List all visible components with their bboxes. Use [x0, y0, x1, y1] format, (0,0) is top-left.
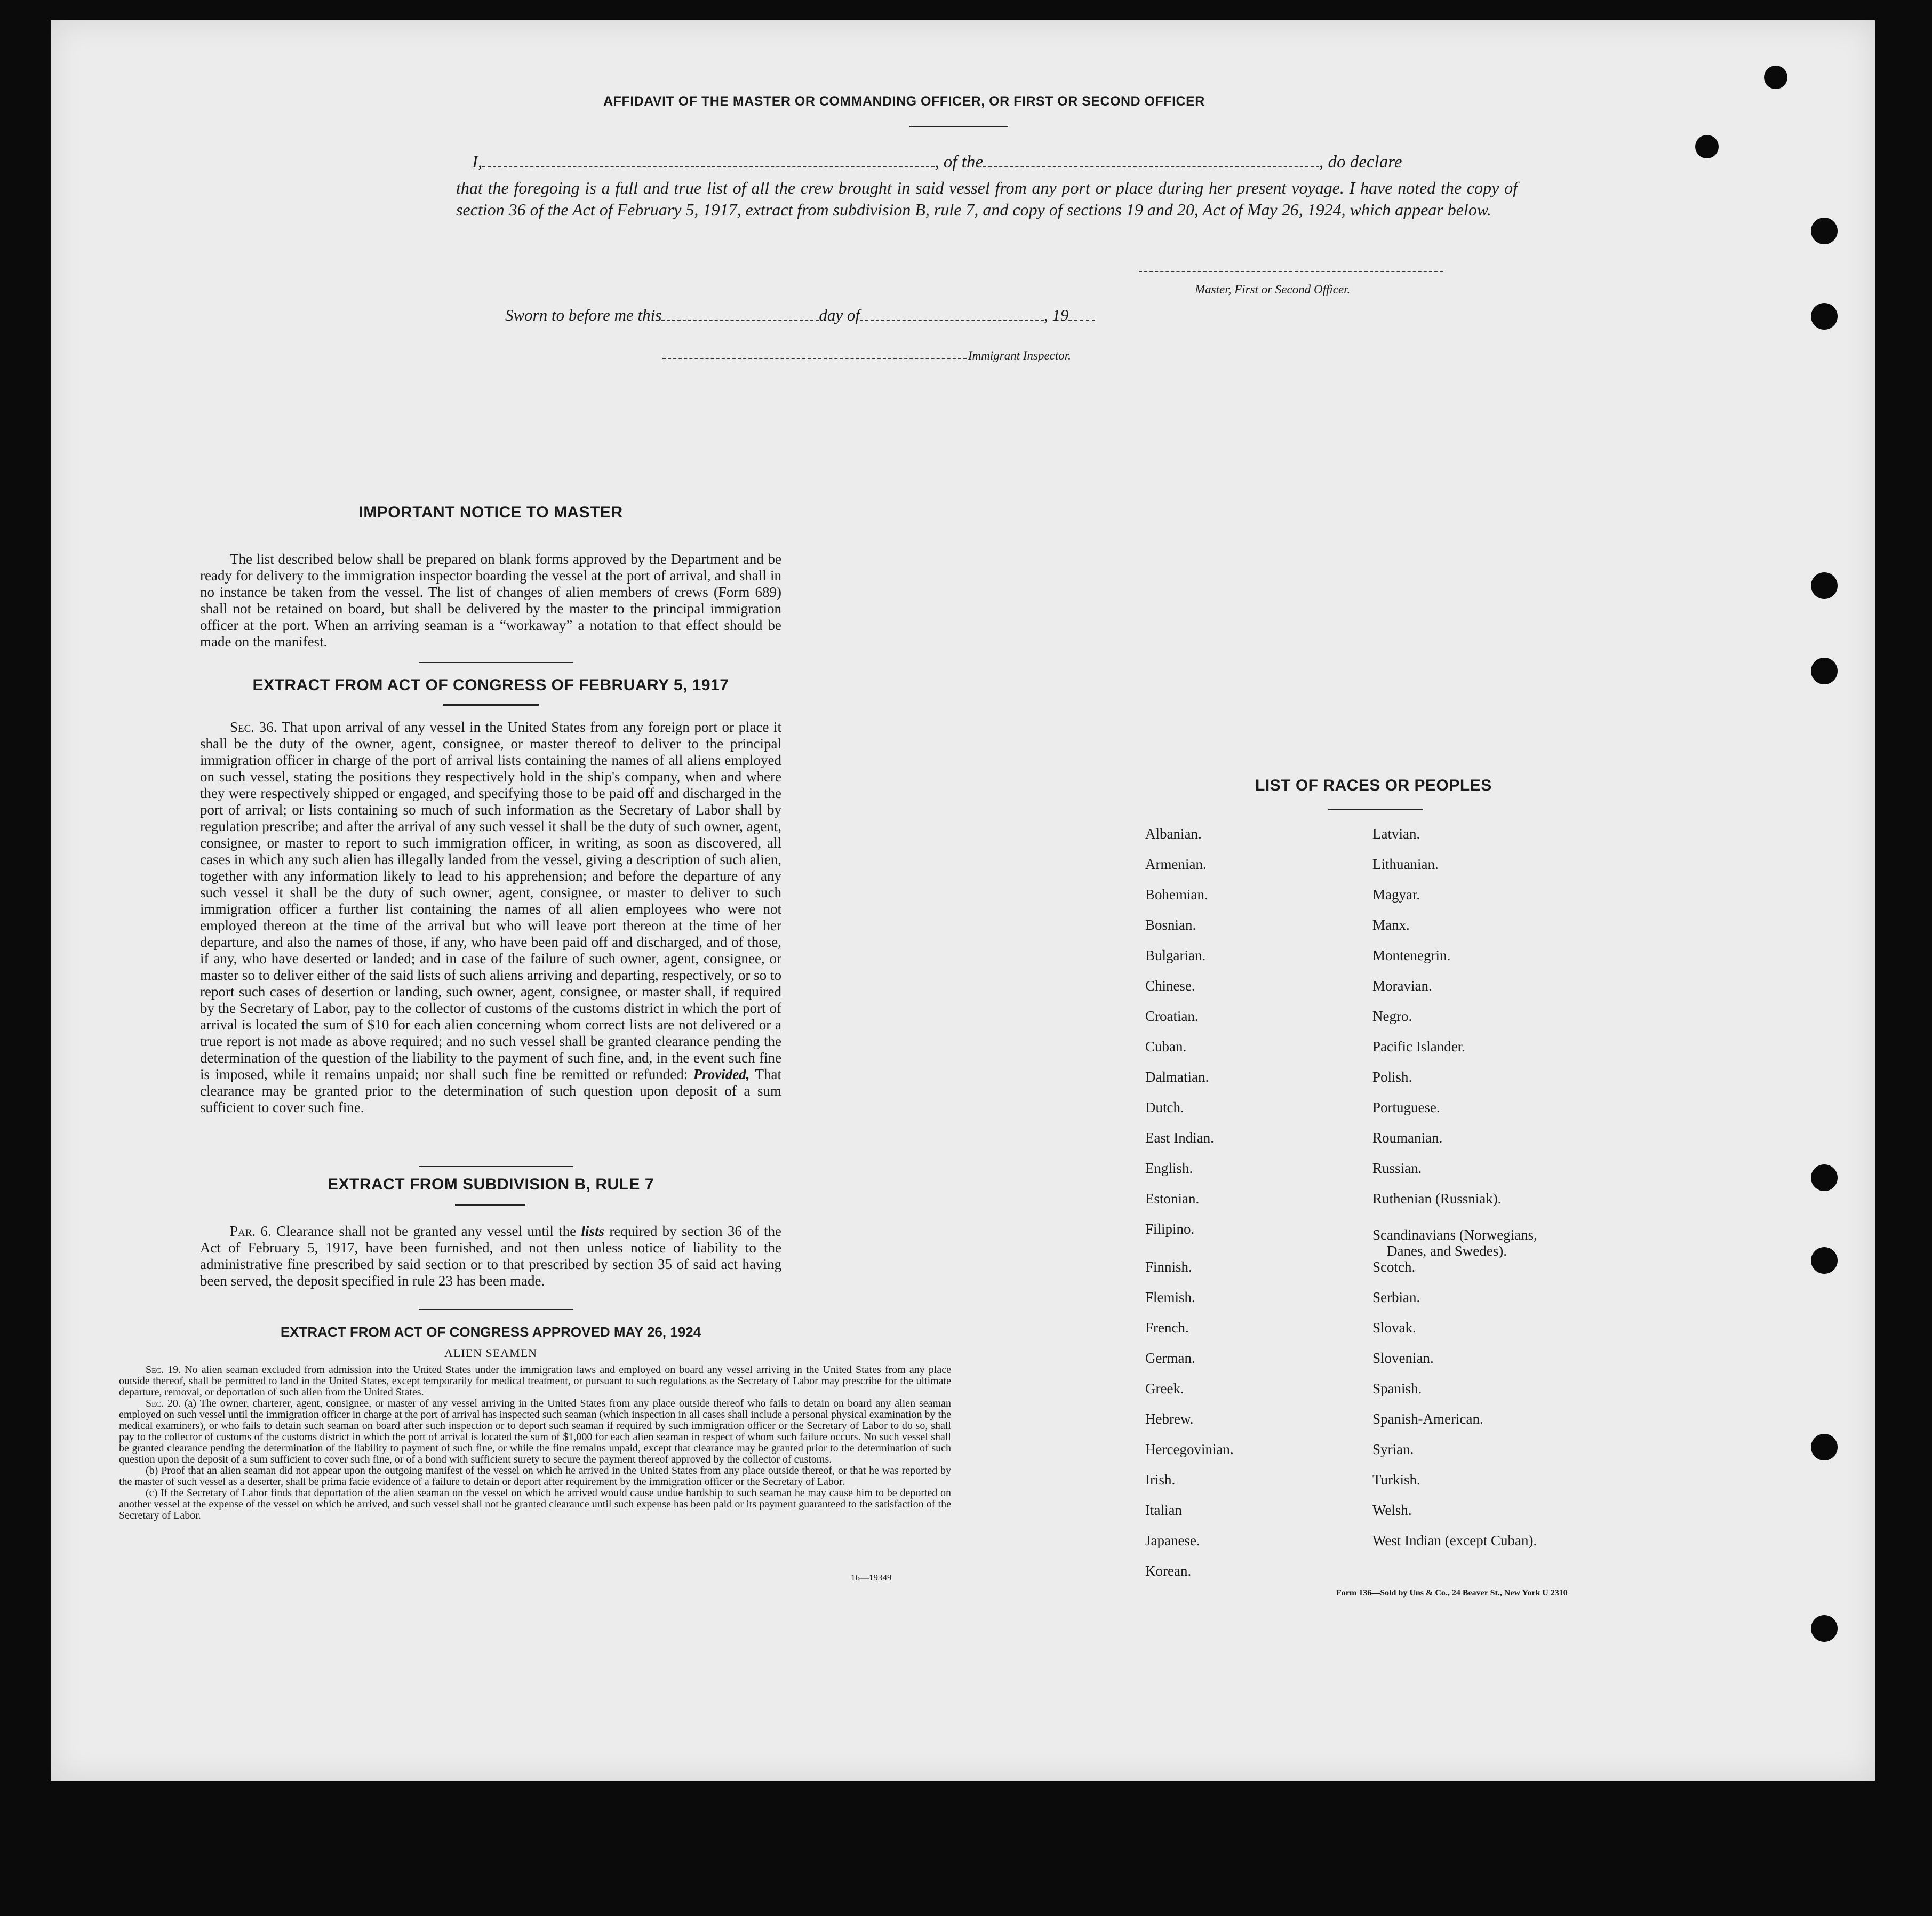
affidavit-title: AFFIDAVIT OF THE MASTER OR COMMANDING OFFICER, OR FIRST OR SECOND OFFICER [603, 94, 1205, 109]
race-item: Montenegrin. [1372, 947, 1451, 963]
race-item: Russian. [1372, 1160, 1422, 1176]
race-item: Filipino. [1145, 1221, 1195, 1237]
proviso-word: Provided, [693, 1066, 750, 1082]
extract-rule7-body [200, 1223, 781, 1289]
print-code: 16—19349 [851, 1572, 892, 1583]
punch-hole [1811, 1434, 1838, 1460]
race-item: Polish. [1372, 1069, 1412, 1085]
divider [419, 1309, 573, 1310]
race-item: Greek. [1145, 1380, 1184, 1396]
race-item: Scotch. [1372, 1259, 1416, 1275]
race-item: Bulgarian. [1145, 947, 1206, 963]
extract-1917-body [200, 719, 781, 1116]
sec-19 [119, 1364, 951, 1398]
punch-hole [1811, 1247, 1838, 1274]
signature-line[interactable] [1139, 271, 1443, 272]
sec-36-proviso: That clearance may be granted prior to the determination of such question upon deposit of a sum sufficient to cover such fine. [200, 1066, 781, 1115]
extract-1917-title: EXTRACT FROM ACT OF CONGRESS OF FEBRUARY 5, 1917 [252, 676, 729, 694]
race-item: French. [1145, 1320, 1189, 1336]
sec-36-label: Sec. 36. [230, 719, 277, 735]
race-item: Italian [1145, 1502, 1182, 1518]
race-item: Magyar. [1372, 887, 1420, 903]
par-6-text-2: required by section 36 of the Act of February 5, 1917, have been furnished, and not then unless notice of liability to the administrative fine prescribed by said section or to that prescribed by section 35 of said act having been served, the deposit specified in rule 23 has been made. [200, 1223, 782, 1289]
vessel-blank[interactable] [983, 157, 1319, 167]
punch-hole [1695, 135, 1719, 158]
race-item: Dutch. [1145, 1099, 1184, 1115]
races-title: LIST OF RACES OR PEOPLES [1255, 777, 1492, 794]
par-6-label: Par. 6. [230, 1223, 272, 1239]
year-blank[interactable] [1068, 310, 1095, 321]
sworn-label: Sworn to before me this [505, 306, 662, 324]
sec-20a [119, 1398, 951, 1465]
race-item: Armenian. [1145, 856, 1207, 872]
race-item: Dalmatian. [1145, 1069, 1209, 1085]
sec-20b: (b) Proof that an alien seaman did not appear upon the outgoing manifest of the vessel on which he arrived in the United States from any place outside thereof, or that he was reported by the master of such vessel as a deserter, shall be prima facie evidence of a failure to detain or deport after requirement by the immigration officer or the Secretary of Labor. [119, 1465, 951, 1488]
race-item: Danes, and Swedes). [1387, 1243, 1507, 1259]
of-the-label: , of the [935, 153, 983, 172]
sec-20a-text: (a) The owner, charterer, agent, consignee, or master of any vessel arriving in the United States from any place outside thereof who fails to detain on board any alien seaman employed on such vessel until the immigration officer in charge at the port of arrival has inspected such seaman (which inspection in all cases shall include a personal physical examination by the medical examiners), or who fails to detain such seaman on board after such inspection or to deport such seaman if required by such immigration officer or the Secretary of Labor to do so, shall pay to the collector of customs of the customs district in which the port of arrival is located the sum of $1,000 for each alien seaman in respect of whom such failure occurs. No such vessel shall be granted clearance pending the determination of the liability to payment of such fine, or while the fine remains unpaid, except that clearance may be granted prior to the determination of such question upon the deposit of a sum sufficient to cover such fine, or of a bond with sufficient surety to secure the payment thereof approved by the collector of customs. [119, 1398, 951, 1465]
name-blank[interactable] [482, 157, 935, 167]
extract-1924-subtitle: ALIEN SEAMEN [444, 1346, 537, 1360]
punch-hole [1764, 66, 1787, 89]
par-6-text-1: Clearance shall not be granted any vessel until the [276, 1223, 577, 1239]
race-item: Roumanian. [1372, 1130, 1443, 1146]
race-item: Spanish-American. [1372, 1411, 1483, 1427]
race-item: Turkish. [1372, 1472, 1420, 1488]
race-item: Chinese. [1145, 978, 1195, 994]
divider [443, 704, 539, 706]
race-item: Welsh. [1372, 1502, 1412, 1518]
race-item: Scandinavians (Norwegians, [1372, 1227, 1537, 1243]
extract-1924-title: EXTRACT FROM ACT OF CONGRESS APPROVED MAY 26, 1924 [280, 1324, 701, 1340]
declaration-text: that the foregoing is a full and true list of all the crew brought in said vessel from any port or place during her present voyage. I have noted the copy of section 36 of the Act of February 5, 1917, extract from subdivision B, rule 7, and copy of sections 19 and 20, Act of May 26, 1924, which appear below. [456, 178, 1518, 219]
lists-word: lists [581, 1223, 605, 1239]
notice-title: IMPORTANT NOTICE TO MASTER [358, 504, 623, 521]
year-label: , 19 [1043, 306, 1069, 324]
race-item: Pacific Islander. [1372, 1039, 1465, 1055]
inspector-caption: Immigrant Inspector. [968, 349, 1071, 362]
punch-hole [1811, 303, 1838, 330]
race-item: English. [1145, 1160, 1193, 1176]
divider [419, 1166, 573, 1167]
race-item: Negro. [1372, 1008, 1412, 1024]
sec-20-label: Sec. 20. [146, 1398, 181, 1409]
punch-hole [1811, 1164, 1838, 1191]
do-declare-label: , do declare [1319, 153, 1402, 172]
month-blank[interactable] [860, 310, 1044, 321]
extract-1924-body [119, 1364, 951, 1521]
race-item: Irish. [1145, 1472, 1176, 1488]
race-item: Moravian. [1372, 978, 1432, 994]
signature-caption: Master, First or Second Officer. [1195, 283, 1351, 296]
divider [419, 662, 573, 663]
race-item: Hercegovinian. [1145, 1441, 1234, 1457]
day-blank[interactable] [661, 310, 819, 321]
document-page [51, 20, 1875, 1781]
race-item: Syrian. [1372, 1441, 1414, 1457]
race-item: Hebrew. [1145, 1411, 1194, 1427]
race-item: Slovenian. [1372, 1350, 1434, 1366]
race-item: West Indian (except Cuban). [1372, 1532, 1537, 1548]
divider [455, 1204, 525, 1206]
race-item: Bosnian. [1145, 917, 1196, 933]
race-item: Finnish. [1145, 1259, 1192, 1275]
punch-hole [1811, 1615, 1838, 1642]
extract-rule7-title: EXTRACT FROM SUBDIVISION B, RULE 7 [327, 1176, 654, 1193]
divider [909, 126, 1008, 127]
divider [1328, 809, 1423, 810]
race-item: Manx. [1372, 917, 1410, 933]
race-item: Croatian. [1145, 1008, 1199, 1024]
sec-19-text: No alien seaman excluded from admission into the United States under the immigration laws and employed on board any vessel arriving in the United States from any place outside thereof, shall be permitted to land in the United States, except temporarily for medical treatment, or pursuant to such regulations as the Secretary of Labor may prescribe for the ultimate departure, removal, or deportation of such alien from the United States. [119, 1364, 951, 1398]
punch-hole [1811, 658, 1838, 684]
punch-hole [1811, 218, 1838, 244]
day-of-label: day of [819, 306, 860, 324]
form-note: Form 136—Sold by Uns & Co., 24 Beaver St., New York U 2310 [1336, 1588, 1568, 1598]
race-item: Ruthenian (Russniak). [1372, 1191, 1502, 1207]
race-item: Latvian. [1372, 826, 1420, 842]
race-item: Japanese. [1145, 1532, 1200, 1548]
race-item: Albanian. [1145, 826, 1202, 842]
i-label: I, [472, 153, 483, 172]
race-item: Estonian. [1145, 1191, 1200, 1207]
inspector-line[interactable] [662, 358, 967, 359]
sec-19-label: Sec. 19. [146, 1364, 181, 1376]
race-item: Spanish. [1372, 1380, 1422, 1396]
sec-36-text: That upon arrival of any vessel in the United States from any foreign port or place it shall be the duty of the owner, agent, consignee, or master thereof to deliver to the principal immigration officer in charge of the port of arrival lists containing the names of all aliens employed on such vessel, stating the positions they respectively hold in the ship's company, when and where they were respectively shipped or engaged, and specifying those to be paid off and discharged in the port of arrival; or lists containing so much of such information as the Secretary of Labor shall by regulation prescribe; and after the arrival of any such vessel it shall be the duty of such owner, agent, consignee, or master to report to such immigration officer, in writing, as soon as discovered, all cases in which any such alien has illegally landed from the vessel, giving a description of such alien, together with any information likely to lead to his apprehension; and before the departure of any such vessel it shall be the duty of such owner, agent, consignee, or master to deliver to such immigration officer a further list containing the names of all alien employees who were not employed thereon at the time of the arrival but who will leave port thereon at the time of her departure, and also the names of those, if any, who have been paid off and discharged, and of those, if any, who have deserted or landed; and in case of the failure of such owner, agent, consignee, or master so to deliver either of the said lists of such aliens arriving and departing, respectively, or so to report such cases of desertion or landing, such owner, agent, consignee, or master shall, if required by the Secretary of Labor, pay to the collector of customs of the customs district in which the port of arrival is located the sum of $10 for each alien concerning whom correct lists are not delivered or a true report is not made as above required; and no such vessel shall be granted clearance pending the determination of the question of the liability to the payment of such fine, and, in the event such fine is imposed, while it remains unpaid; nor shall such fine be remitted or refunded: [200, 719, 782, 1082]
race-item: Lithuanian. [1372, 856, 1439, 872]
race-item: East Indian. [1145, 1130, 1214, 1146]
race-item: Flemish. [1145, 1289, 1195, 1305]
sworn-line [505, 306, 1095, 325]
affidavit-first-line [472, 153, 1518, 172]
race-item: Portuguese. [1372, 1099, 1440, 1115]
race-item: Cuban. [1145, 1039, 1187, 1055]
race-item: German. [1145, 1350, 1195, 1366]
punch-hole [1811, 572, 1838, 599]
notice-body: The list described below shall be prepared on blank forms approved by the Department and be ready for delivery to the immigration inspector boarding the vessel at the port of arrival, and shall in no instance be taken from the vessel. The list of changes of alien members of crews (Form 689) shall not be retained on board, but shall be delivered by the master to the principal immigration officer at the port. When an arriving seaman is a “workaway” a notation to that effect should be made on the manifest. [200, 551, 781, 650]
race-item: Bohemian. [1145, 887, 1208, 903]
race-item: Slovak. [1372, 1320, 1416, 1336]
race-item: Serbian. [1372, 1289, 1420, 1305]
race-item: Korean. [1145, 1563, 1192, 1579]
sec-20c: (c) If the Secretary of Labor finds that deportation of the alien seaman on the vessel on which he arrived would cause undue hardship to such seaman he may cause him to be deported on another vessel at the expense of the vessel on which he arrived, and such vessel shall not be granted clearance until such expense has been paid or its payment guaranteed to the satisfaction of the Secretary of Labor. [119, 1487, 951, 1521]
